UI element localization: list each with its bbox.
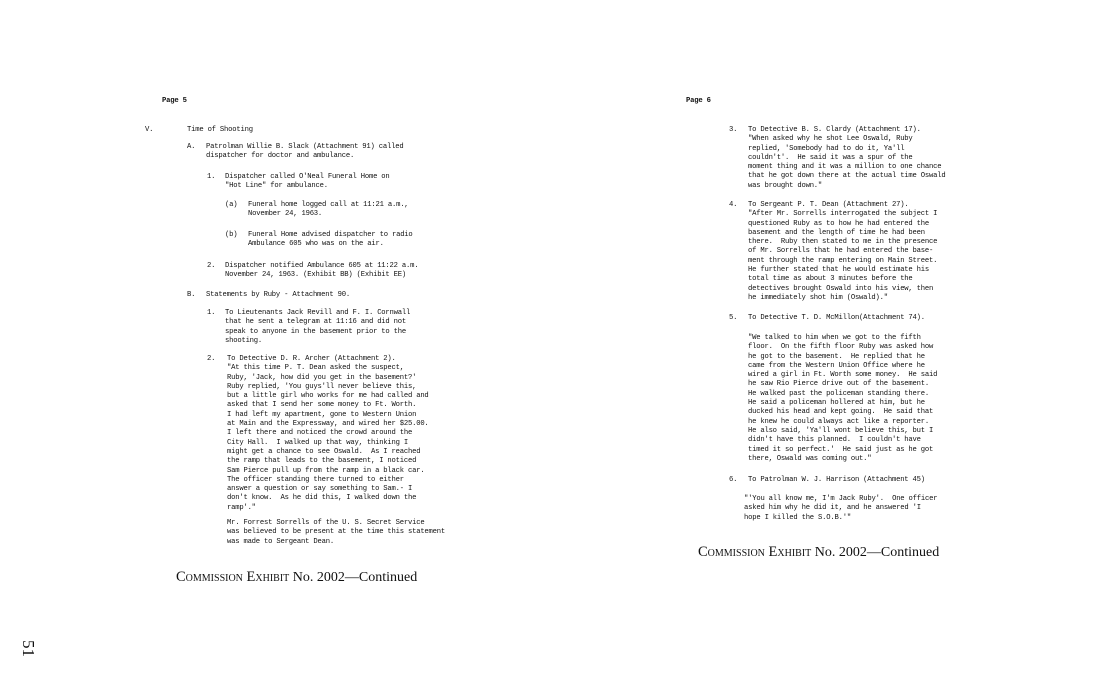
left-label-5: 2.	[207, 262, 216, 270]
left-label-7: 1.	[207, 309, 216, 317]
right-text-5: "'You all know me, I'm Jack Ruby'. One officer asked him why he did it, and he answered 'I hope I killed the S.O.B.'"	[744, 495, 938, 522]
right-text-1: To Sergeant P. T. Dean (Attachment 27). "After Mr. Sorrells interrogated the subject I questioned Ruby as to how he had entered the basement and the length of time he had been there. Ruby then stated to me in the presence of Mr. Sorrells that he had entered the base- ment through the ramp entering on Main Street. He further stated that he would estimate his total time as about 3 minutes before the detectives brought Oswald into his view, then he immediately shot him (Oswald)."	[748, 201, 938, 302]
left-text-5: Dispatcher notified Ambulance 605 at 11:22 a.m. November 24, 1963. (Exhibit BB) (Exhibit EE)	[225, 262, 419, 280]
left-label-1: A.	[187, 143, 196, 151]
right-page-label: Page 6	[686, 97, 711, 105]
left-label-8: 2.	[207, 355, 216, 363]
left-label-6: B.	[187, 291, 196, 299]
right-caption-suffix: No. 2002—Continued	[814, 545, 940, 560]
right-label-0: 3.	[729, 126, 738, 134]
left-text-1: Patrolman Willie B. Slack (Attachment 91) called dispatcher for doctor and ambulance.	[206, 143, 404, 161]
left-text-0: Time of Shooting	[187, 126, 253, 134]
right-exhibit-caption	[698, 544, 939, 561]
right-label-1: 4.	[729, 201, 738, 209]
right-label-2: 5.	[729, 314, 738, 322]
left-text-8: To Detective D. R. Archer (Attachment 2). "At this time P. T. Dean asked the suspect, Ruby, 'Jack, how did you get in the basement?' Ruby replied, 'You guys'll never believe this, but a little girl who works for me had called and asked that I send her some money to Ft. Worth. I had left my apartment, gone to Western Union at Main and the Expressway, and wired her $25.00. I left there and noticed the crowd around the City Hall. I walked up that way, thinking I might get a chance to see Oswald. As I reached the ramp that leads to the basement, I noticed Sam Pierce pull up from the ramp in a black car. The officer standing there turned to either answer a question or say something to Sam.- I don't know. As he did this, I walked down the ramp'."	[227, 355, 429, 512]
left-text-4: Funeral Home advised dispatcher to radio Ambulance 605 who was on the air.	[248, 231, 413, 249]
left-text-6: Statements by Ruby - Attachment 90.	[206, 291, 350, 299]
left-text-9: Mr. Forrest Sorrells of the U. S. Secret Service was believed to be present at the time this statement was made to Sergeant Dean.	[227, 519, 445, 546]
left-caption-suffix: No. 2002—Continued	[292, 570, 418, 585]
left-caption-prefix: Commission Exhibit	[176, 569, 290, 585]
left-exhibit-caption	[176, 569, 417, 586]
right-text-3: "We talked to him when we got to the fifth floor. On the fifth floor Ruby was asked how he got to the basement. He replied that he came from the Western Union Office where he wired a girl in Ft. Worth some money. He said he saw Rio Pierce drive out of the basement. He walked past the policeman standing there. He said a policeman hollered at him, but he ducked his head and kept going. He said that he knew he could always act like a reporter. He also said, 'Ya'll wont believe this, but I didn't have this planned. I couldn't have timed it so perfect.' He said just as he got there, Oswald was coming out."	[748, 334, 938, 463]
left-label-2: 1.	[207, 173, 216, 181]
left-label-3: (a)	[225, 201, 238, 209]
right-caption-prefix: Commission Exhibit	[698, 544, 812, 560]
right-text-4: To Patrolman W. J. Harrison (Attachment 45)	[748, 476, 925, 484]
left-page-label: Page 5	[162, 97, 187, 105]
left-label-0: V.	[145, 126, 154, 134]
left-text-7: To Lieutenants Jack Revill and F. I. Cornwall that he sent a telegram at 11:16 and did not speak to anyone in the basement prior to the shooting.	[225, 309, 411, 345]
left-label-4: (b)	[225, 231, 238, 239]
right-text-2: To Detective T. D. McMillon(Attachment 74).	[748, 314, 925, 322]
right-text-0: To Detective B. S. Clardy (Attachment 17). "When asked why he shot Lee Oswald, Ruby replied, 'Somebody had to do it, Ya'll couldn't'. He said it was a spur of the moment thing and it was a million to one chance that he got down there at the actual time Oswald was brought down."	[748, 126, 946, 190]
folio-page-number: 51	[19, 640, 38, 657]
right-label-4: 6.	[729, 476, 738, 484]
left-text-2: Dispatcher called O'Neal Funeral Home on "Hot Line" for ambulance.	[225, 173, 390, 191]
left-text-3: Funeral home logged call at 11:21 a.m., November 24, 1963.	[248, 201, 409, 219]
